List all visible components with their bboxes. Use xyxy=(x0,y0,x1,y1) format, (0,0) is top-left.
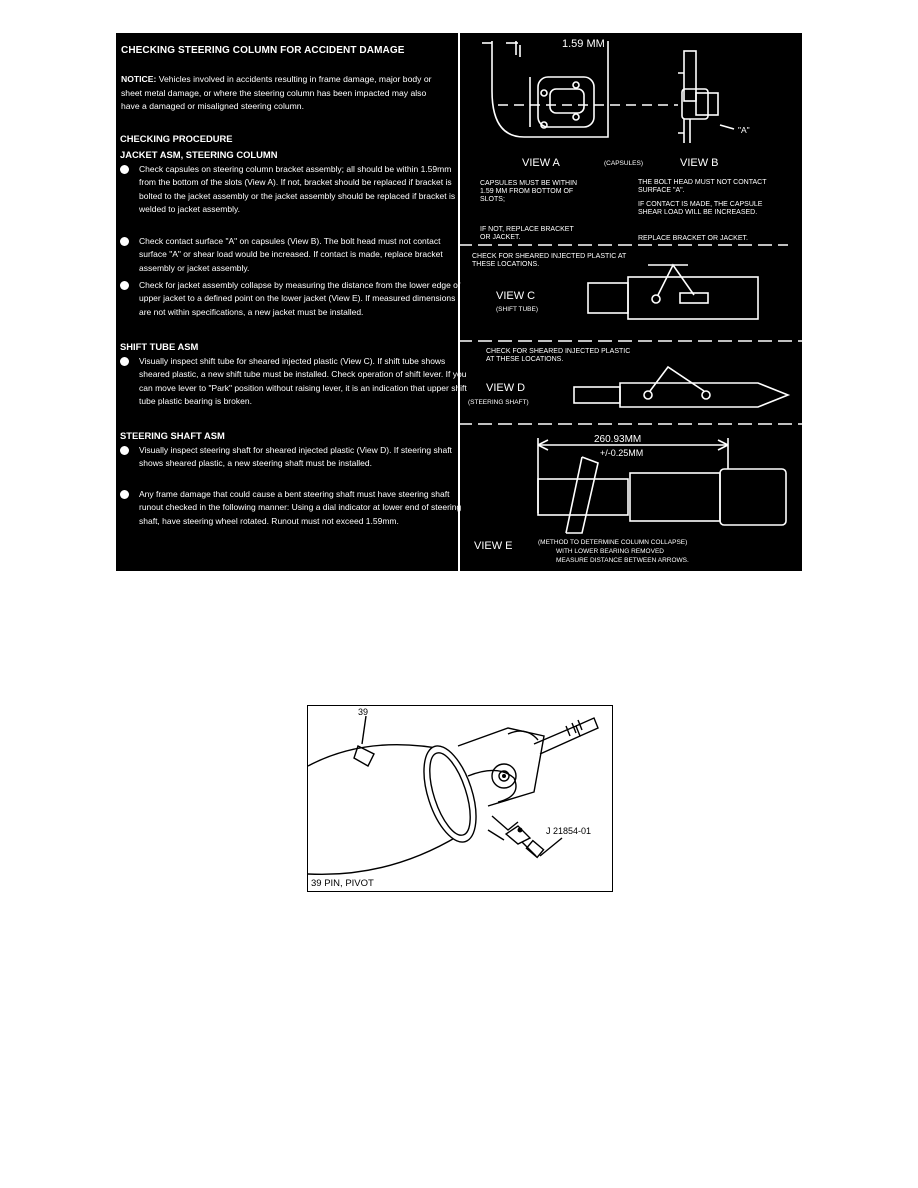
jacket-item-2 xyxy=(120,235,467,275)
shaft-item-2-text: Any frame damage that could cause a bent steering shaft must have steering shaft runout checked in the following manner: Using a dial indicator at lower end of steering shaft, have steering wheel rotated. Runout must not exceed 1.59mm. xyxy=(139,489,462,526)
view-a-note: CAPSULES MUST BE WITHIN 1.59 MM FROM BOTTOM OF SLOTS; xyxy=(480,180,578,203)
view-d-steering-shaft-drawing xyxy=(574,367,788,407)
steering-shaft-heading: STEERING SHAFT ASM xyxy=(120,430,225,441)
bullet-icon xyxy=(120,165,129,174)
views-drawing xyxy=(458,33,802,571)
callout-39: 39 xyxy=(358,707,369,717)
notice-text: Vehicles involved in accidents resulting in frame damage, major body or sheet metal damage, or where the steering column has been impacted may also have a damaged or misaligned steering column. xyxy=(121,74,432,111)
view-c-label: VIEW C xyxy=(496,290,536,302)
view-e-label: VIEW E xyxy=(474,540,513,552)
bullet-icon xyxy=(120,357,129,366)
procedure-title: CHECKING STEERING COLUMN FOR ACCIDENT DAMAGE xyxy=(121,45,405,56)
view-b-note-2: IF CONTACT IS MADE, THE CAPSULE SHEAR LOAD WILL BE INCREASED. xyxy=(638,201,763,216)
shift-tube-heading: SHIFT TUBE ASM xyxy=(120,341,199,352)
surface-a-label: "A" xyxy=(738,125,750,135)
capsules-label: (CAPSULES) xyxy=(604,160,644,167)
accident-damage-check-figure xyxy=(116,33,802,571)
view-d-label: VIEW D xyxy=(486,382,526,394)
bullet-icon xyxy=(120,237,129,246)
jacket-heading: JACKET ASM, STEERING COLUMN xyxy=(120,149,278,160)
jacket-item-1-text: Check capsules on steering column bracket assembly; all should be within 1.59mm from the bottom of the slots (View A). If not, bracket should be replaced if bracket is bolted to the jacket assembly or the jacket assembly should be replaced if bracket is welded to jacket assembly. xyxy=(139,164,456,215)
view-e-column-drawing xyxy=(538,438,786,533)
bullet-icon xyxy=(120,490,129,499)
view-e-note-1: (METHOD TO DETERMINE COLUMN COLLAPSE) xyxy=(538,539,688,546)
notice-label: NOTICE: xyxy=(121,74,157,84)
views-panel xyxy=(458,33,802,571)
view-d-sublabel: (STEERING SHAFT) xyxy=(468,399,529,406)
checking-procedure-heading: CHECKING PROCEDURE xyxy=(120,133,233,144)
shaft-item-1-text: Visually inspect steering shaft for sheared injected plastic (View D). If steering shaft shows sheared plastic, a new steering shaft must be installed. xyxy=(139,445,452,469)
bullet-icon xyxy=(120,281,129,290)
jacket-item-3 xyxy=(120,279,467,319)
view-c-shift-tube-drawing xyxy=(588,265,758,319)
shaft-item-2 xyxy=(120,488,467,528)
jacket-item-2-text: Check contact surface "A" on capsules (View B). The bolt head must not contact surface "A" or shear load would be increased. If contact is made, replace bracket assembly or jacket assembly. xyxy=(139,236,443,273)
view-a-note-2: IF NOT, REPLACE BRACKET OR JACKET. xyxy=(480,226,574,241)
steering-column-drawing xyxy=(308,706,612,891)
notice-paragraph xyxy=(121,73,447,114)
pivot-pin-removal-illustration xyxy=(307,705,613,892)
view-b-label: VIEW B xyxy=(680,157,719,169)
view-e-dimension: 260.93MM xyxy=(594,434,642,445)
illustration-caption: 39 PIN, PIVOT xyxy=(311,878,374,889)
shaft-item-1 xyxy=(120,444,467,471)
dimension-1-59-mm: 1.59 MM xyxy=(562,38,605,50)
jacket-item-3-text: Check for jacket assembly collapse by measuring the distance from the lower edge of upper jacket to a defined point on the lower jacket (View E). If measured dimensions are not within specifications, a new jacket must be installed. xyxy=(139,280,461,317)
view-b-capsule-drawing xyxy=(678,51,734,143)
view-b-note-3: REPLACE BRACKET OR JACKET. xyxy=(638,235,748,242)
view-e-note-3: MEASURE DISTANCE BETWEEN ARROWS. xyxy=(556,557,689,564)
shift-item-1-text: Visually inspect shift tube for sheared injected plastic (View C). If shift tube shows sheared plastic, a new shift tube must be installed. Check operation of shift lever. If you can move lever to "Park" position without raising lever, it is an indication that upper shift tube plastic bearing is broken. xyxy=(139,356,467,407)
view-c-note: CHECK FOR SHEARED INJECTED PLASTIC AT THESE LOCATIONS. xyxy=(472,253,627,268)
bullet-icon xyxy=(120,446,129,455)
view-b-note: THE BOLT HEAD MUST NOT CONTACT SURFACE "A". xyxy=(638,179,767,194)
view-e-note-2: WITH LOWER BEARING REMOVED xyxy=(556,548,664,555)
view-a-label: VIEW A xyxy=(522,157,560,169)
view-c-sublabel: (SHIFT TUBE) xyxy=(496,306,539,313)
jacket-item-1 xyxy=(120,163,467,217)
view-a-bracket-drawing xyxy=(482,41,678,137)
shift-item-1 xyxy=(120,355,467,409)
view-e-tolerance: +/-0.25MM xyxy=(600,448,644,458)
view-d-note: CHECK FOR SHEARED INJECTED PLASTIC AT THESE LOCATIONS. xyxy=(486,348,631,363)
tool-label-j21854: J 21854-01 xyxy=(546,826,592,836)
procedure-text-panel xyxy=(116,33,467,571)
